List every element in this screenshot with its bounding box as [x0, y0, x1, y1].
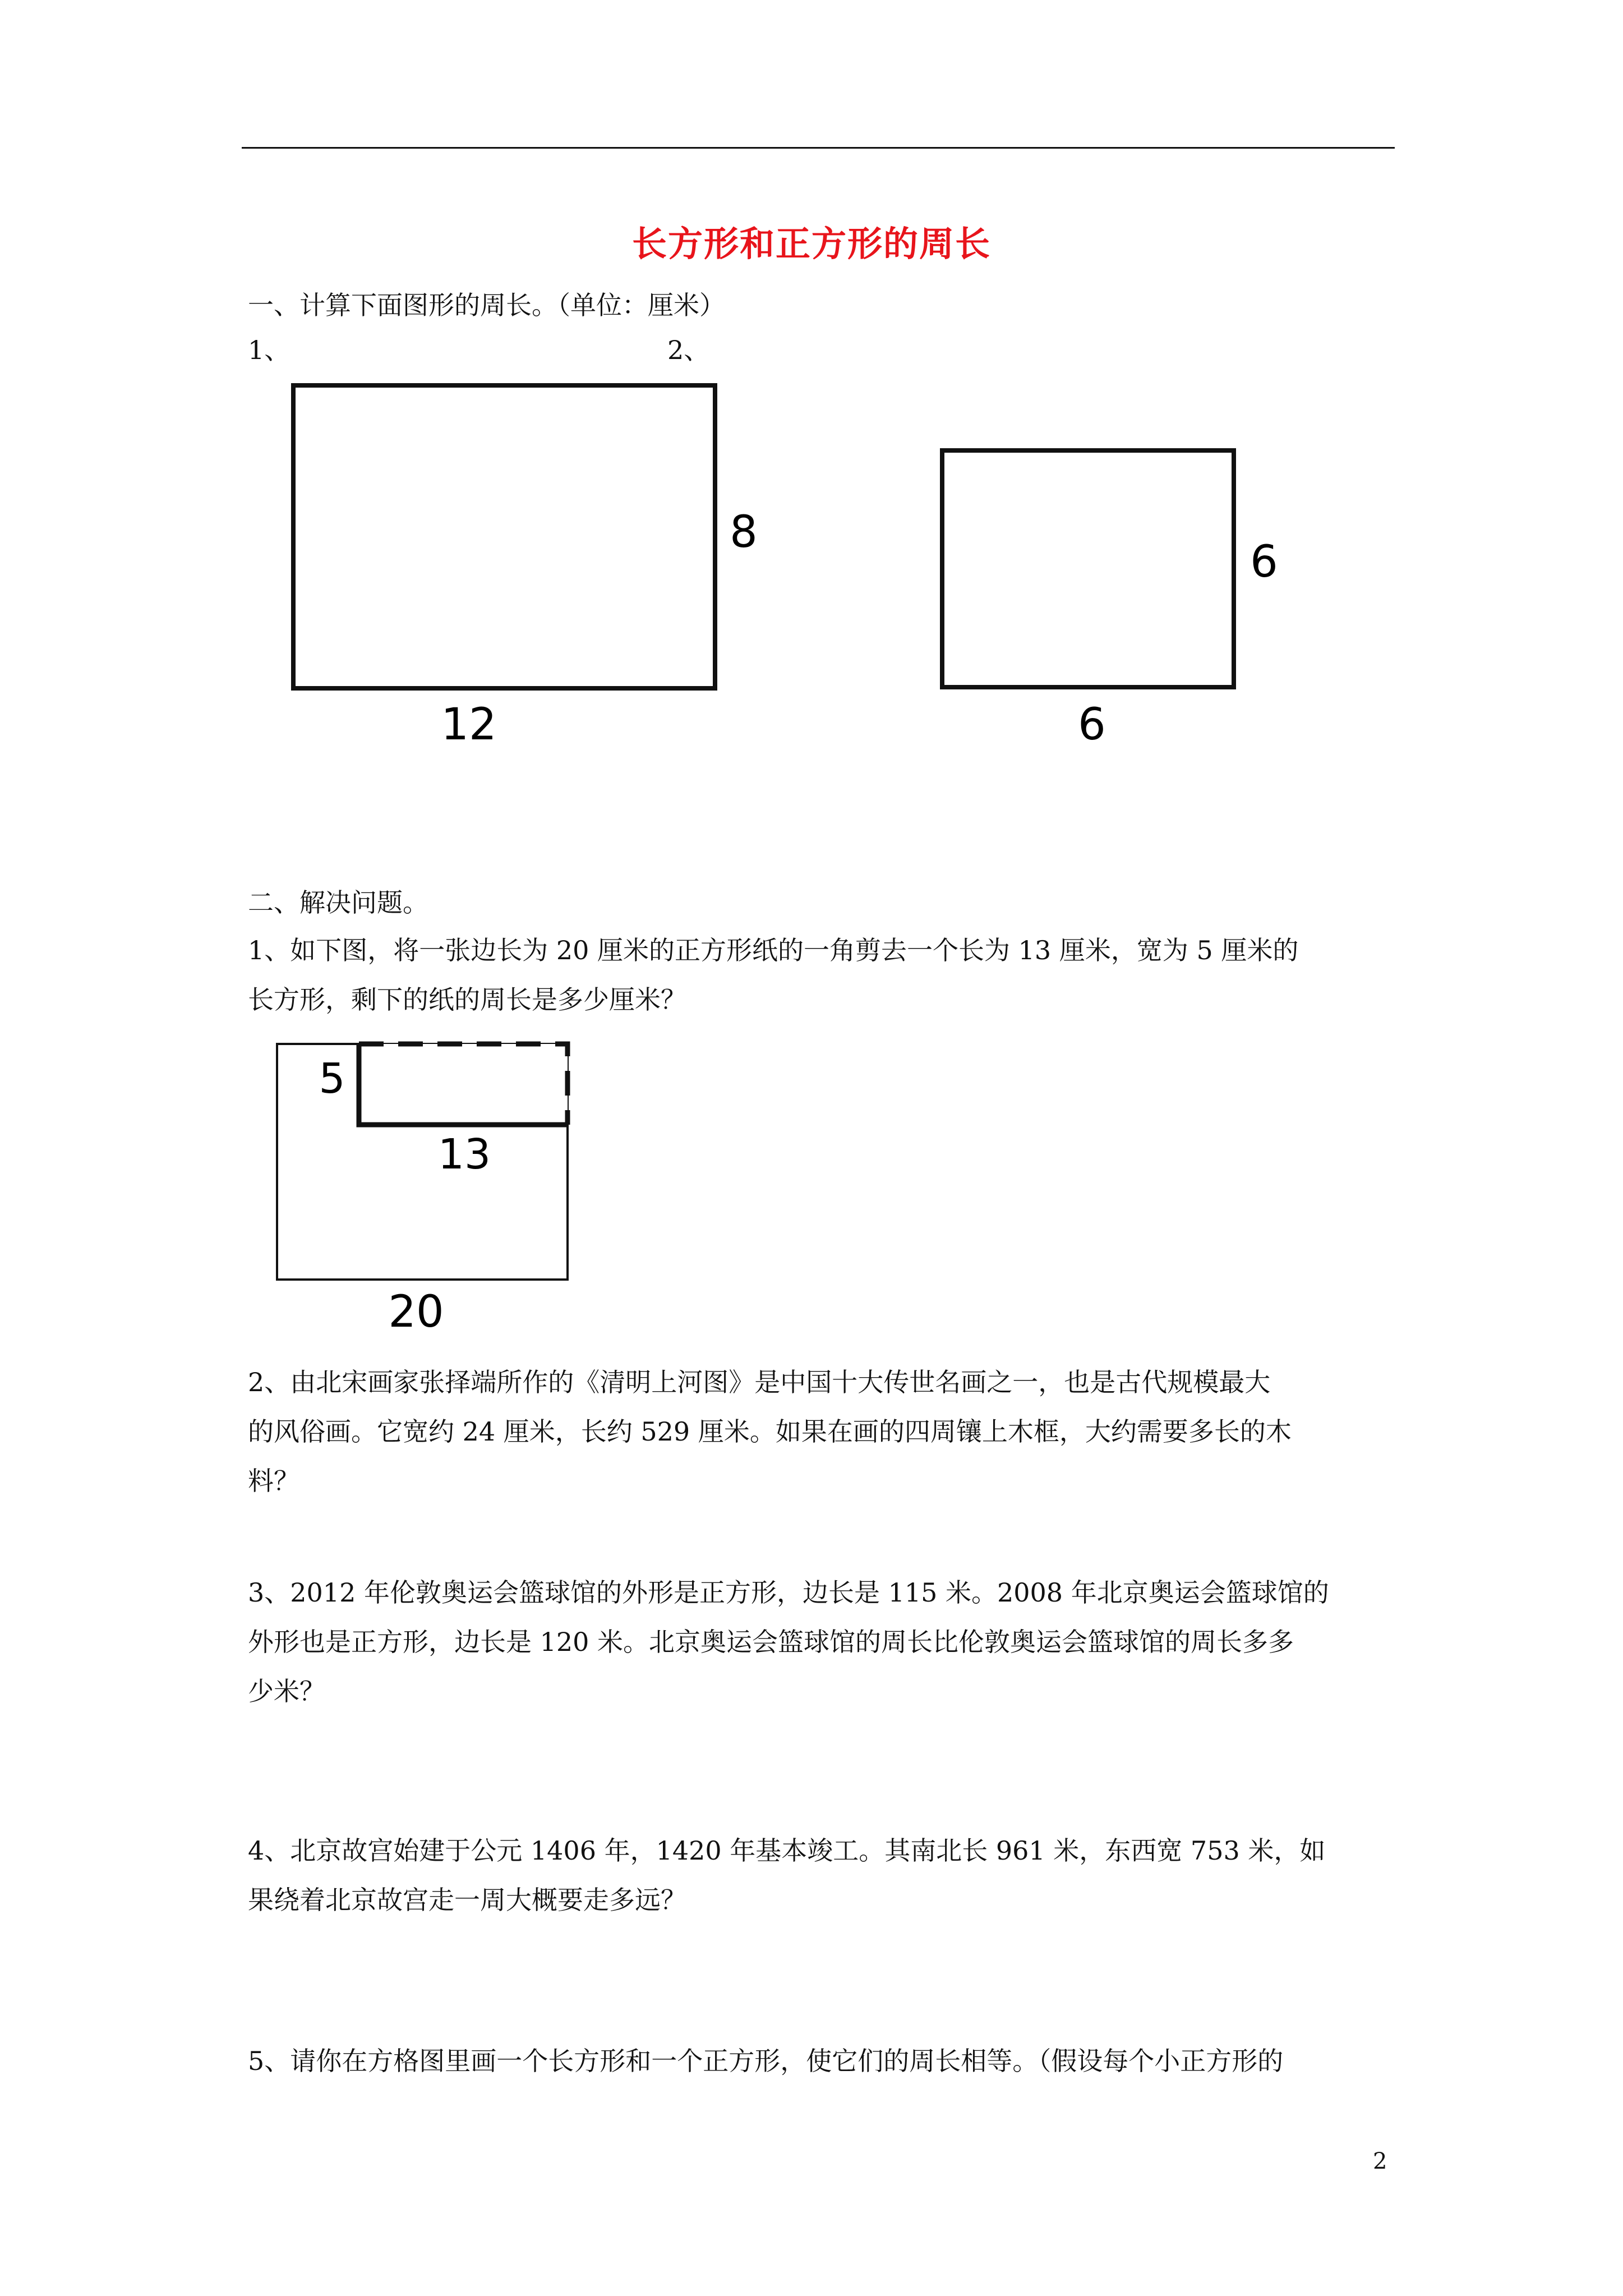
section1-heading: 一、计算下面图形的周长。（单位：厘米） [248, 290, 725, 320]
rectangle-figure-1 [280, 376, 763, 757]
question-1-line: 长方形，剩下的纸的周长是多少厘米？ [248, 984, 686, 1015]
question-5-line: 5、请你在方格图里画一个长方形和一个正方形，使它们的周长相等。（假设每个小正方形的 [248, 2046, 1284, 2076]
question-2-line: 的风俗画。它宽约 24 厘米，长约 529 厘米。如果在画的四周镶上木框，大约需要多长的木 [248, 1416, 1292, 1447]
section2-heading: 二、解决问题。 [248, 887, 428, 918]
question-3-line: 少米？ [248, 1676, 325, 1706]
square-side-label: 20 [388, 1287, 444, 1337]
item2-label: 2、 [667, 335, 710, 365]
question-2-line: 2、由北宋画家张择端所作的《清明上河图》是中国十大传世名画之一，也是古代规模最大 [248, 1367, 1271, 1397]
question-2-line: 料？ [248, 1466, 299, 1496]
header-rule [242, 147, 1395, 149]
question-3-line: 3、2012 年伦敦奥运会篮球馆的外形是正方形，边长是 115 米。2008 年北京奥运会篮球馆的 [248, 1577, 1329, 1608]
rectangle-width-label: 12 [441, 700, 497, 750]
question-3-line: 外形也是正方形，边长是 120 米。北京奥运会篮球馆的周长比伦敦奥运会篮球馆的周长多多 [248, 1627, 1294, 1657]
rectangle-height-label: 8 [730, 507, 758, 558]
square-shape [942, 450, 1234, 687]
question-3 [248, 1568, 1398, 1716]
square-width-label: 6 [1078, 700, 1106, 750]
page-number: 2 [1373, 2148, 1387, 2174]
question-4-line: 果绕着北京故宫走一周大概要走多远？ [248, 1885, 686, 1915]
question-4 [248, 1826, 1398, 1925]
question-1 [248, 926, 1398, 1024]
cut-length-label: 13 [437, 1130, 491, 1179]
question-5 [248, 2036, 1398, 2086]
rectangle-shape [293, 385, 715, 688]
square-height-label: 6 [1250, 537, 1278, 587]
page-title: 长方形和正方形的周长 [631, 223, 991, 264]
cut-width-label: 5 [319, 1055, 345, 1103]
question-4-line: 4、北京故宫始建于公元 1406 年，1420 年基本竣工。其南北长 961 米，东西宽 753 米，如 [248, 1835, 1326, 1866]
question-2 [248, 1358, 1398, 1506]
cut-square-figure [264, 1029, 589, 1349]
question-1-line: 1、如下图，将一张边长为 20 厘米的正方形纸的一角剪去一个长为 13 厘米，宽为 5 厘米的 [248, 935, 1299, 965]
square-figure-2 [931, 438, 1290, 757]
item1-label: 1、 [248, 335, 291, 365]
